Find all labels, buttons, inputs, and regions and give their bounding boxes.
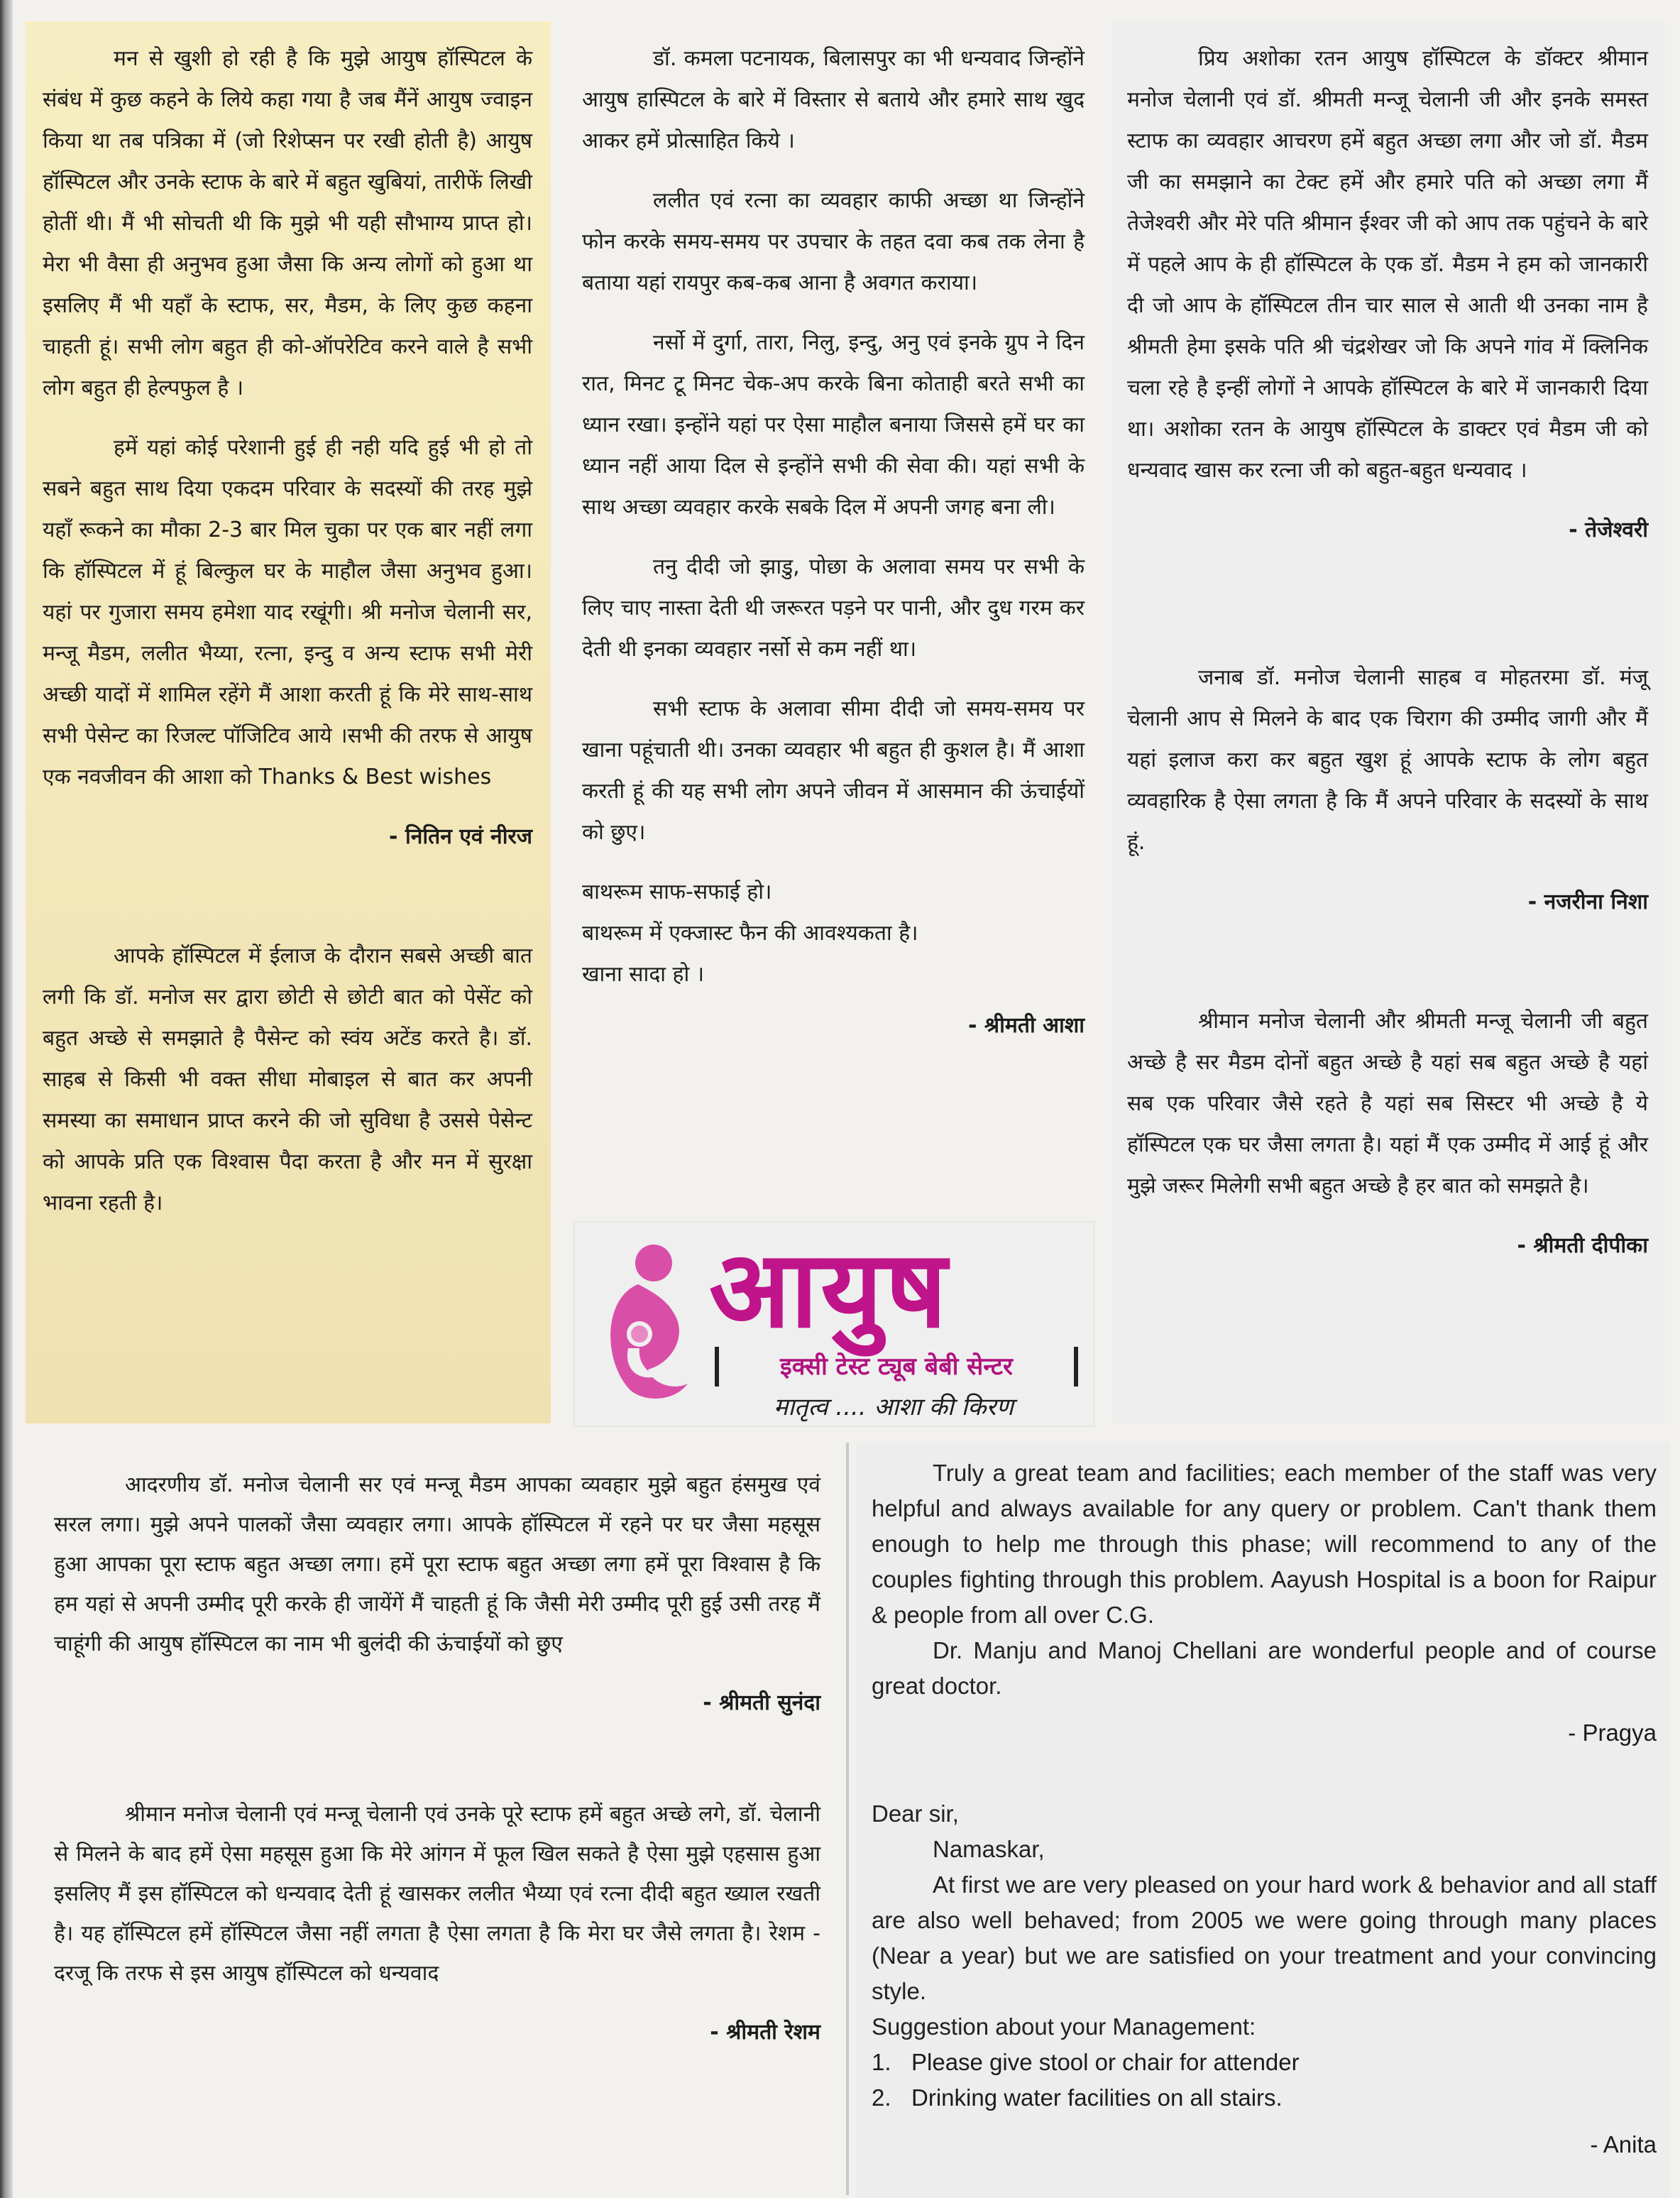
- testimonial-paragraph: तनु दीदी जो झाडु, पोछा के अलावा समय पर सभी के लिए चाए नास्ता देती थी जरूरत पड़ने पर पानी, और दुध गरम कर देती थी इनका व्यवहार नर्सो से कम नहीं था।: [582, 554, 1085, 662]
- testimonial-column-left: [26, 21, 551, 1423]
- list-text: Please give stool or chair for attender: [911, 2049, 1300, 2075]
- testimonial-paragraph: डॉ. कमला पटनायक, बिलासपुर का भी धन्यवाद जिन्होंने आयुष हास्पिटल के बारे में विस्तार से बताये और हमारे साथ खुद आकर हमें प्रोत्साहित किये ।: [582, 46, 1085, 153]
- testimonial-signature: - नजरीना निशा: [1527, 890, 1648, 914]
- testimonial-paragraph: श्रीमान मनोज चेलानी और श्रीमती मन्जू चेलानी जी बहुत अच्छे है सर मैडम दोनों बहुत अच्छे है यहां सब बहुत अच्छे है यहां सब एक परिवार जैसे रहते है यहां सब सिस्टर भी अच्छे है ये हॉस्पिटल एक घर जैसा लगता है। यहां मैं एक उम्मीद में आई हूं और मुझे जरूर मिलेगी सभी बहुत अच्छे है हर बात को समझते है।: [1127, 1009, 1648, 1198]
- testimonial-paragraph: Truly a great team and facilities; each member of the staff was very helpful and always available for any query or problem. Can't thank them enough to help me through this phase; will recommend to any of the couples fighting through this problem. Aayush Hospital is a boon for Raipur & people from all over C.G.: [872, 1460, 1657, 1628]
- logo-tagline: इक्सी टेस्ट ट्यूब बेबी सेन्टर: [715, 1347, 1078, 1387]
- testimonial-paragraph: आपके हॉस्पिटल में ईलाज के दौरान सबसे अच्छी बात लगी कि डॉ. मनोज सर द्वारा छोटी से छोटी बात को पेसेंट को बहुत अच्छे से समझाते है पैसेन्ट को स्वंय अटेंड करते है। डॉ. साहब से किसी भी वक्त सीधा मोबाइल से बात कर अपनी समस्या का समाधान प्राप्त करने की जो सुविधा है उससे पेसेन्ट को आपके प्रति एक विश्वास पैदा करता है और मन में सुरक्षा भावना रहती है।: [43, 944, 532, 1215]
- testimonial-paragraph: नर्सो में दुर्गा, तारा, निलु, इन्दु, अनु एवं इनके ग्रुप ने दिन रात, मिनट टू मिनट चेक-अप करके बिना कोताही बरते सभी का ध्यान रखा। इन्होंने यहां पर ऐसा माहौल बनाया जिससे हमें घर का ध्यान नहीं आया दिल से इन्होंने सभी की सेवा की। यहां सभी के साथ अच्छा व्यवहार करके सबके दिल में अपनी जगह बना ली।: [582, 330, 1085, 520]
- letter-salutation: Dear sir,: [872, 1800, 959, 1827]
- testimonial-paragraph: आदरणीय डॉ. मनोज चेलानी सर एवं मन्जू मैडम आपका व्यवहार मुझे बहुत हंसमुख एवं सरल लगा। मुझे अपने पालकों जैसा व्यवहार लगा। आपके हॉस्पिटल में रहने पर घर जैसा महसूस हुआ आपका पूरा स्टाफ बहुत अच्छा लगा। हमें पूरा स्टाफ बहुत अच्छा लगा हमें पूरा विश्वास है कि हम यहां से अपनी उम्मीद पूरी करके ही जायेंगें मैं चाहती हूं कि जैसी मेरी उम्मीद पूरी हुई उसी तरह मैं चाहूंगी की आयुष हॉस्पिटल का नाम भी बुलंदी की ऊंचाईयों को छुए: [54, 1472, 820, 1656]
- testimonial-signature: - श्रीमती रेशम: [710, 2020, 820, 2045]
- suggestion-line: खाना सादा हो ।: [582, 962, 705, 987]
- testimonial-paragraph: जनाब डॉ. मनोज चेलानी साहब व मोहतरमा डॉ. मंजू चेलानी आप से मिलने के बाद एक चिराग की उम्मीद जागी और मैं यहां इलाज करा कर बहुत खुश हूं आपके स्टाफ के लोग बहुत व्यवहारिक है ऐसा लगता है कि मैं अपने परिवार के सदस्यों के साथ हूं.: [1127, 665, 1648, 855]
- page-binding-edge: [0, 0, 13, 2198]
- testimonial-paragraph: श्रीमान मनोज चेलानी एवं मन्जू चेलानी एवं उनके पूरे स्टाफ हमें बहुत अच्छे लगे, डॉ. चेलानी से मिलने के बाद हमें ऐसा महसूस हुआ कि मेरे आंगन में फूल खिल सकते है ऐसा मुझे एहसास हुआ इसलिए मैं इस हॉस्पिटल को धन्यवाद देती हूं खासकर ललीत भैय्या एवं रत्ना दीदी बहुत ख्याल रखती है। यह हॉस्पिटल हमें हॉस्पिटल जैसा नहीं लगता है ऐसा लगता है कि मेरा घर जैसे लगता है। रेशम - दरजू कि तरफ से इस आयुष हॉस्पिटल को धन्यवाद: [54, 1802, 820, 1986]
- testimonial-signature: - नितिन एवं नीरज: [389, 824, 532, 849]
- testimonial-bottom-left: [26, 1448, 842, 2053]
- testimonial-paragraph: प्रिय अशोका रतन आयुष हॉस्पिटल के डॉक्टर श्रीमान मनोज चेलानी एवं डॉ. श्रीमती मन्जू चेलानी जी और इनके समस्त स्टाफ का व्यवहार आचरण हमें बहुत अच्छा लगा और जो डॉ. मैडम जी का समझाने का टेक्ट हमें और हमारे पति को अच्छा लगा मैं तेजेश्वरी और मेरे पति श्रीमान ईश्वर जी को आप तक पहुंचने के बारे में पहले आप के ही हॉस्पिटल के एक डॉ. मैडम ने हम को जानकारी दी जो आप के हॉस्पिटल तीन चार साल से आती थी उनका नाम है श्रीमती हेमा इसके पति श्री चंद्रशेखर जो कि अपने गांव में क्लिनिक चला रहे है इन्हीं लोगों ने आपके हॉस्पिटल के बारे में जानकारी दिया था। अशोका रतन के आयुष हॉस्पिटल के डाक्टर एवं मैडम जी को धन्यवाद खास कर रत्ना जी को बहुत-बहुत धन्यवाद ।: [1127, 46, 1648, 483]
- letter-greeting: Namaskar,: [933, 1836, 1045, 1862]
- suggestion-line: बाथरूम में एक्जास्ट फैन की आवश्यकता है।: [582, 921, 918, 946]
- list-text: Drinking water facilities on all stairs.: [911, 2084, 1283, 2111]
- list-item: [872, 2080, 1657, 2116]
- testimonial-paragraph: सभी स्टाफ के अलावा सीमा दीदी जो समय-समय पर खाना पहूंचाती थी। उनका व्यवहार भी बहुत ही कुशल है। मैं आशा करती हूं की यह सभी लोग अपने जीवन में आसमान की ऊंचाईयों को छुए।: [582, 696, 1085, 845]
- list-item: [872, 2045, 1657, 2080]
- list-number: 2.: [872, 2084, 891, 2111]
- testimonial-column-right: [1111, 21, 1665, 1423]
- testimonial-column-middle: [572, 21, 1097, 1046]
- testimonial-signature: - तेजेश्वरी: [1569, 518, 1648, 542]
- testimonial-bottom-right: [856, 1441, 1671, 2198]
- testimonial-signature: - Pragya: [1568, 1719, 1657, 1746]
- mother-child-icon: [588, 1235, 702, 1408]
- testimonial-paragraph: Dr. Manju and Manoj Chellani are wonderful people and of course great doctor.: [872, 1637, 1657, 1699]
- column-divider: [846, 1443, 849, 2195]
- logo-brand-name: आयुष: [709, 1227, 950, 1352]
- testimonial-signature: - श्रीमती सुनंदा: [703, 1690, 820, 1715]
- testimonial-signature: - श्रीमती दीपीका: [1517, 1233, 1648, 1258]
- testimonial-paragraph: At first we are very pleased on your hard work & behavior and all staff are also well behaved; from 2005 we were going through many places (Near a year) but we are satisfied on your treatment and your convincing style.: [872, 1871, 1657, 2004]
- testimonial-signature: - श्रीमती आशा: [968, 1013, 1085, 1038]
- logo-subtagline: मातृत्व .... आशा की किरण: [774, 1393, 1014, 1421]
- testimonial-paragraph: मन से खुशी हो रही है कि मुझे आयुष हॉस्पिटल के संबंध में कुछ कहने के लिये कहा गया है जब मैंनें आयुष ज्वाइन किया था तब पत्रिका में (जो रिशेप्सन पर रखी होती है) आयुष हॉस्पिटल और उनके स्टाफ के बारे में बहुत खुबियां, तारीफें लिखी होतीं थी। मैं भी सोचती थी कि मुझे भी यही सौभाग्य प्राप्त हो। मेरा भी वैसा ही अनुभव हुआ जैसा कि अन्य लोगों को हुआ था इसलिए मैं भी यहाँ के स्टाफ, सर, मैडम, के लिए कुछ कहना चाहती हूं। सभी लोग बहुत ही को-ऑपरेटिव करने वाले है सभी लोग बहुत ही हेल्पफुल है ।: [43, 46, 532, 400]
- suggestion-line: बाथरूम साफ-सफाई हो।: [582, 880, 772, 904]
- aayush-logo-box: [573, 1221, 1094, 1427]
- testimonial-signature: - Anita: [1590, 2131, 1657, 2158]
- testimonial-paragraph: हमें यहां कोई परेशानी हुई ही नही यदि हुई भी हो तो सबने बहुत साथ दिया एकदम परिवार के सदस्यों की तरह मुझे यहाँ रूकने का मौका 2-3 बार मिल चुका पर एक बार नहीं लगा कि हॉस्पिटल में हूं बिल्कुल घर के माहौल जैसा अनुभव हुआ। यहां पर गुजारा समय हमेशा याद रखूंगी। श्री मनोज चेलानी सर, मन्जू मैडम, ललीत भैय्या, रत्ना, इन्दु व अन्य स्टाफ सभी मेरी अच्छी यादों में शामिल रहेंगे मैं आशा करती हूं कि मेरे साथ-साथ सभी पेसेन्ट का रिजल्ट पॉजिटिव आये ।सभी की तरफ से आयुष एक नवजीवन की आशा को Thanks & Best wishes: [43, 435, 533, 789]
- suggestion-list: [872, 2045, 1657, 2116]
- suggestion-heading: Suggestion about your Management:: [872, 2013, 1256, 2040]
- testimonial-paragraph: ललीत एवं रत्ना का व्यवहार काफी अच्छा था जिन्होंने फोन करके समय-समय पर उपचार के तहत दवा कब तक लेना है बताया यहां रायपुर कब-कब आना है अवगत कराया।: [582, 188, 1085, 295]
- list-number: 1.: [872, 2049, 891, 2075]
